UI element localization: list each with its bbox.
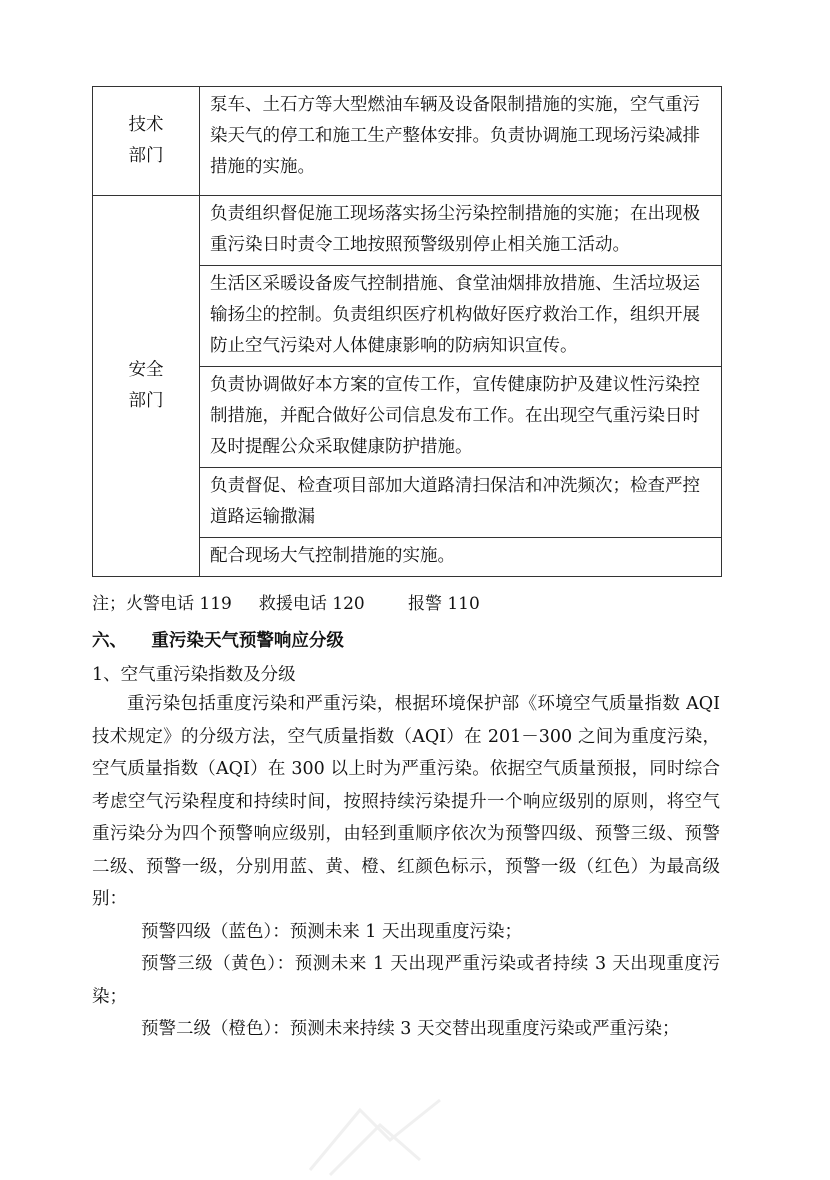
level-item: 预警二级（橙色）：预测未来持续 3 天交替出现重度污染或严重污染；	[141, 1019, 680, 1039]
section-heading: 六、 重污染天气预警响应分级	[92, 631, 344, 651]
subheading: 1、空气重污染指数及分级	[92, 665, 296, 685]
watermark-logo	[300, 1090, 450, 1180]
dept-label-line1: 技术	[128, 115, 164, 135]
duty-cell: 配合现场大气控制措施的实施。	[200, 538, 722, 577]
emergency-phone-note: 注；火警电话 119 救援电话 120 报警 110	[92, 594, 480, 614]
duty-cell: 负责组织督促施工现场落实扬尘污染控制措施的实施；在出现极重污染日时责令工地按照预警级别停止相关施工活动。	[200, 196, 722, 266]
intro-paragraph: 重污染包括重度污染和严重污染，根据环境保护部《环境空气质量指数 AQI 技术规定》的分级方法，空气质量指数（AQI）在 201－300 之间为重度污染，空气质量指数（AQI）在 300 以上时为严重污染。依据空气质量预报，同时综合考虑空气污染程度和持续时间，按照持续污染提升一个响应级别的原则，将空气重污染分为四个预警响应级别，由轻到重顺序依次为预警四级、预警三级、预警二级、预警一级，分别用蓝、黄、橙、红颜色标示，预警一级（红色）为最高级别：	[92, 694, 720, 909]
responsibility-table	[92, 86, 722, 577]
duty-cell: 负责协调做好本方案的宣传工作，宣传健康防护及建议性污染控制措施，并配合做好公司信息发布工作。在出现空气重污染日时及时提醒公众采取健康防护措施。	[200, 367, 722, 468]
table-row	[93, 87, 722, 196]
duty-cell: 生活区采暖设备废气控制措施、食堂油烟排放措施、生活垃圾运输扬尘的控制。负责组织医疗机构做好医疗救治工作，组织开展防止空气污染对人体健康影响的防病知识宣传。	[200, 266, 722, 367]
duty-cell: 负责督促、检查项目部加大道路清扫保洁和冲洗频次；检查严控道路运输撒漏	[200, 468, 722, 538]
level-item: 预警三级（黄色）：预测未来 1 天出现严重污染或者持续 3 天出现重度污染；	[92, 954, 720, 1007]
level-item: 预警四级（蓝色）：预测未来 1 天出现重度污染；	[141, 921, 523, 942]
dept-label-line2: 部门	[128, 391, 164, 411]
duty-cell: 泵车、土石方等大型燃油车辆及设备限制措施的实施，空气重污染天气的停工和施工生产整体安排。负责协调施工现场污染减排措施的实施。	[200, 87, 722, 196]
dept-cell-tech	[93, 87, 200, 196]
dept-label-line2: 部门	[128, 146, 164, 166]
body-text	[92, 688, 720, 1046]
dept-label-line1: 安全	[128, 360, 164, 380]
table-row	[93, 196, 722, 266]
dept-cell-safety	[93, 196, 200, 577]
